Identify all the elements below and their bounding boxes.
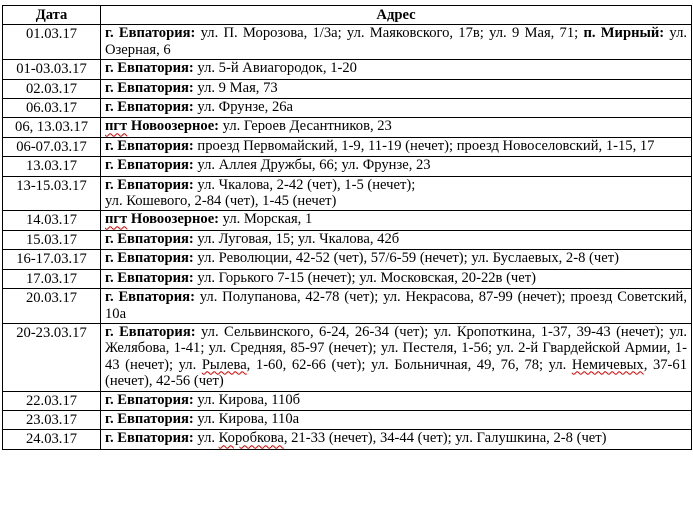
locality-label: г. Евпатория: (105, 250, 194, 267)
row-date: 15.03.17 (3, 230, 101, 249)
row-address (101, 289, 692, 324)
address-text: , 37-61 (нечет), 42-56 (чет) (105, 356, 687, 390)
table-row (3, 137, 692, 156)
locality-label: г. Евпатория: (105, 289, 195, 306)
table-row (3, 157, 692, 176)
row-address (101, 269, 692, 288)
schedule-rows (3, 25, 692, 449)
address-text: ул. Героев Десантников, 23 (219, 118, 392, 135)
row-address (101, 230, 692, 249)
address-text: ул. Горького 7-15 (нечет); ул. Московская, 20-22в (чет) (193, 269, 536, 286)
address-text: ул. 9 Мая, 73 (193, 79, 278, 96)
row-address (101, 25, 692, 60)
address-text: ул. П. Морозова, 1/3а; ул. Маяковского, 17в; ул. 9 Мая, 71; (195, 25, 584, 42)
table-row (3, 118, 692, 137)
row-date: 01-03.03.17 (3, 60, 101, 79)
address-text: ул. Полупанова, 42-78 (чет); ул. Некрасова, 87-99 (нечет); проезд Советский, 10а (105, 289, 688, 322)
locality-label: г. Евпатория: (105, 430, 194, 447)
row-address (101, 137, 692, 156)
schedule-document (2, 5, 691, 450)
table-row (3, 410, 692, 429)
locality-label: г. Евпатория: (105, 269, 194, 286)
locality-label: г. Евпатория: (105, 410, 194, 427)
row-date: 06-07.03.17 (3, 137, 101, 156)
row-address (101, 79, 692, 98)
address-text: Немичевых (571, 356, 644, 373)
locality-label: п. Мирный: (583, 25, 665, 42)
address-text: ул. Озерная, 6 (105, 25, 687, 58)
row-date: 02.03.17 (3, 79, 101, 98)
table-row (3, 269, 692, 288)
locality-label: г. Евпатория: (105, 60, 194, 77)
table-row (3, 230, 692, 249)
address-text: ул. Луговая, 15; ул. Чкалова, 42б (193, 230, 400, 247)
table-row (3, 430, 692, 449)
address-text: ул. Аллея Дружбы, 66; ул. Фрунзе, 23 (193, 157, 431, 174)
locality-label: г. Евпатория: (105, 323, 196, 340)
address-text: ул. Сельвинского, 6-24, 26-34 (чет); ул. Кропоткина, 1-37, 39-43 (нечет); ул. Желябова, 1-41; ул. Средняя, 85-97 (нечет); ул. Пестеля, 1-56; ул. 2-й Гвардейской Армии, 1-43 (нечет); ул. (105, 323, 687, 373)
row-date: 23.03.17 (3, 410, 101, 429)
locality-label: пгт (105, 118, 128, 135)
address-text: ул. (193, 430, 219, 447)
row-address (101, 176, 692, 211)
row-date: 13-15.03.17 (3, 176, 101, 211)
locality-label: Новоозерное: (127, 118, 220, 135)
locality-label: г. Евпатория: (105, 176, 194, 193)
header-row (3, 6, 692, 25)
table-row (3, 211, 692, 230)
address-text: Коробкова (218, 430, 284, 447)
locality-label: г. Евпатория: (105, 391, 194, 408)
locality-label: г. Евпатория: (105, 99, 194, 116)
row-date: 17.03.17 (3, 269, 101, 288)
table-row (3, 25, 692, 60)
row-address (101, 60, 692, 79)
table-row (3, 289, 692, 324)
row-date: 24.03.17 (3, 430, 101, 449)
table-row (3, 323, 692, 391)
row-address (101, 410, 692, 429)
row-address (101, 99, 692, 118)
address-text: , 21-33 (нечет), 34-44 (чет); ул. Галушкина, 2-8 (чет) (283, 430, 607, 447)
locality-label: г. Евпатория: (105, 157, 194, 174)
row-date: 14.03.17 (3, 211, 101, 230)
row-date: 20.03.17 (3, 289, 101, 324)
address-text: проезд Первомайский, 1-9, 11-19 (нечет); проезд Новоселовский, 1-15, 17 (193, 137, 655, 154)
row-address (101, 250, 692, 269)
locality-label: г. Евпатория: (105, 230, 194, 247)
locality-label: Новоозерное: (127, 211, 220, 228)
address-text: Рылева (201, 356, 247, 373)
row-date: 20-23.03.17 (3, 323, 101, 391)
table-row (3, 60, 692, 79)
table-row (3, 391, 692, 410)
schedule-table (2, 5, 692, 450)
row-address (101, 391, 692, 410)
address-text: ул. Чкалова, 2-42 (чет), 1-5 (нечет); (193, 176, 416, 193)
locality-label: г. Евпатория: (105, 137, 194, 154)
locality-label: г. Евпатория: (105, 25, 196, 42)
address-text: ул. Кирова, 110б (193, 391, 301, 408)
row-address (101, 323, 692, 391)
table-row (3, 99, 692, 118)
row-address (101, 211, 692, 230)
row-date: 22.03.17 (3, 391, 101, 410)
address-text: ул. Морская, 1 (219, 211, 313, 228)
row-date: 06.03.17 (3, 99, 101, 118)
table-row (3, 79, 692, 98)
address-text: ул. Революции, 42-52 (чет), 57/6-59 (нечет); ул. Буслаевых, 2-8 (чет) (193, 250, 619, 267)
locality-label: пгт (105, 211, 128, 228)
locality-label: г. Евпатория: (105, 79, 194, 96)
address-text: ул. Кирова, 110а (193, 410, 300, 427)
address-text: , 1-60, 62-66 (чет); ул. Больничная, 49, 76, 78; ул. (246, 356, 572, 373)
row-date: 01.03.17 (3, 25, 101, 60)
address-text: ул. Кошевого, 2-84 (чет), 1-45 (нечет) (105, 193, 337, 210)
header-date: Дата (3, 6, 101, 25)
address-text: ул. 5-й Авиагородок, 1-20 (193, 60, 357, 77)
row-date: 06, 13.03.17 (3, 118, 101, 137)
header-address: Адрес (101, 6, 692, 25)
address-text: ул. Фрунзе, 26а (193, 99, 294, 116)
row-date: 13.03.17 (3, 157, 101, 176)
row-date: 16-17.03.17 (3, 250, 101, 269)
row-address (101, 157, 692, 176)
table-row (3, 176, 692, 211)
table-row (3, 250, 692, 269)
row-address (101, 118, 692, 137)
row-address (101, 430, 692, 449)
